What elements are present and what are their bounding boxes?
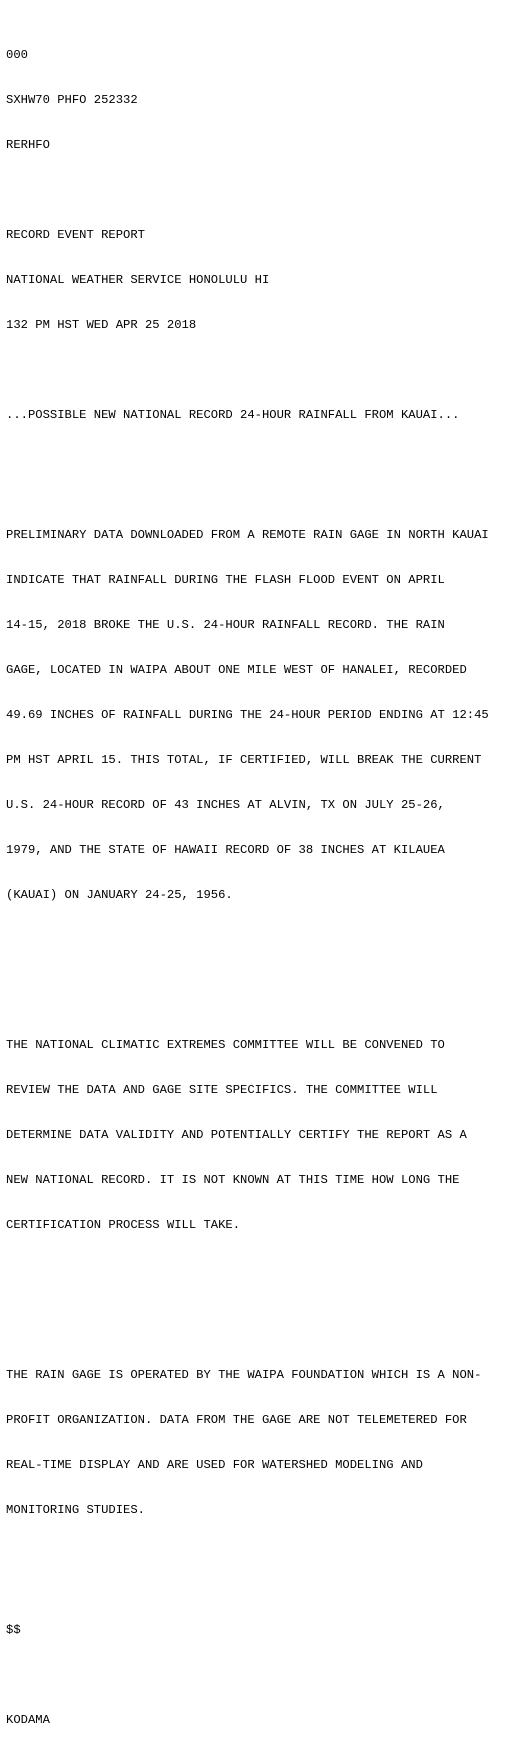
paragraph-1 [6, 498, 526, 933]
header-awips-line: RERHFO [6, 138, 50, 152]
paragraph-2-line: THE NATIONAL CLIMATIC EXTREMES COMMITTEE WILL BE CONVENED TO [6, 1038, 445, 1052]
header-wmo-line: SXHW70 PHFO 252332 [6, 93, 138, 107]
paragraph-2-line: DETERMINE DATA VALIDITY AND POTENTIALLY CERTIFY THE REPORT AS A [6, 1128, 467, 1142]
paragraph-1-line: (KAUAI) ON JANUARY 24-25, 1956. [6, 888, 233, 902]
report-title: RECORD EVENT REPORT [6, 228, 145, 242]
paragraph-1-line: 14-15, 2018 BROKE THE U.S. 24-HOUR RAINFALL RECORD. THE RAIN [6, 618, 445, 632]
end-marker: $$ [6, 1623, 21, 1637]
report-issued-time: 132 PM HST WED APR 25 2018 [6, 318, 197, 332]
paragraph-3-line: PROFIT ORGANIZATION. DATA FROM THE GAGE ARE NOT TELEMETERED FOR [6, 1413, 467, 1427]
blank-line [6, 1293, 526, 1308]
blank-line [6, 1668, 526, 1683]
paragraph-3-line: MONITORING STUDIES. [6, 1503, 145, 1517]
paragraph-1-line: 1979, AND THE STATE OF HAWAII RECORD OF 38 INCHES AT KILAUEA [6, 843, 445, 857]
paragraph-2 [6, 1008, 526, 1263]
blank-line [6, 1578, 526, 1593]
paragraph-2-line: CERTIFICATION PROCESS WILL TAKE. [6, 1218, 241, 1232]
paragraph-3-line: THE RAIN GAGE IS OPERATED BY THE WAIPA FOUNDATION WHICH IS A NON- [6, 1368, 482, 1382]
header-code-line: 000 [6, 48, 28, 62]
paragraph-1-line: INDICATE THAT RAINFALL DURING THE FLASH FLOOD EVENT ON APRIL [6, 573, 445, 587]
bulletin-document [6, 18, 526, 1743]
paragraph-1-line: GAGE, LOCATED IN WAIPA ABOUT ONE MILE WEST OF HANALEI, RECORDED [6, 663, 467, 677]
paragraph-3-line: REAL-TIME DISPLAY AND ARE USED FOR WATERSHED MODELING AND [6, 1458, 423, 1472]
paragraph-2-line: REVIEW THE DATA AND GAGE SITE SPECIFICS. THE COMMITTEE WILL [6, 1083, 438, 1097]
blank-line [6, 453, 526, 468]
paragraph-2-line: NEW NATIONAL RECORD. IT IS NOT KNOWN AT THIS TIME HOW LONG THE [6, 1173, 460, 1187]
paragraph-1-line: 49.69 INCHES OF RAINFALL DURING THE 24-HOUR PERIOD ENDING AT 12:45 [6, 708, 489, 722]
headline: ...POSSIBLE NEW NATIONAL RECORD 24-HOUR RAINFALL FROM KAUAI... [6, 408, 460, 422]
signature: KODAMA [6, 1713, 50, 1727]
blank-line [6, 963, 526, 978]
paragraph-1-line: U.S. 24-HOUR RECORD OF 43 INCHES AT ALVIN, TX ON JULY 25-26, [6, 798, 445, 812]
blank-line [6, 183, 526, 198]
blank-line [6, 363, 526, 378]
paragraph-3 [6, 1338, 526, 1548]
paragraph-1-line: PM HST APRIL 15. THIS TOTAL, IF CERTIFIED, WILL BREAK THE CURRENT [6, 753, 482, 767]
report-office: NATIONAL WEATHER SERVICE HONOLULU HI [6, 273, 270, 287]
paragraph-1-line: PRELIMINARY DATA DOWNLOADED FROM A REMOTE RAIN GAGE IN NORTH KAUAI [6, 528, 489, 542]
